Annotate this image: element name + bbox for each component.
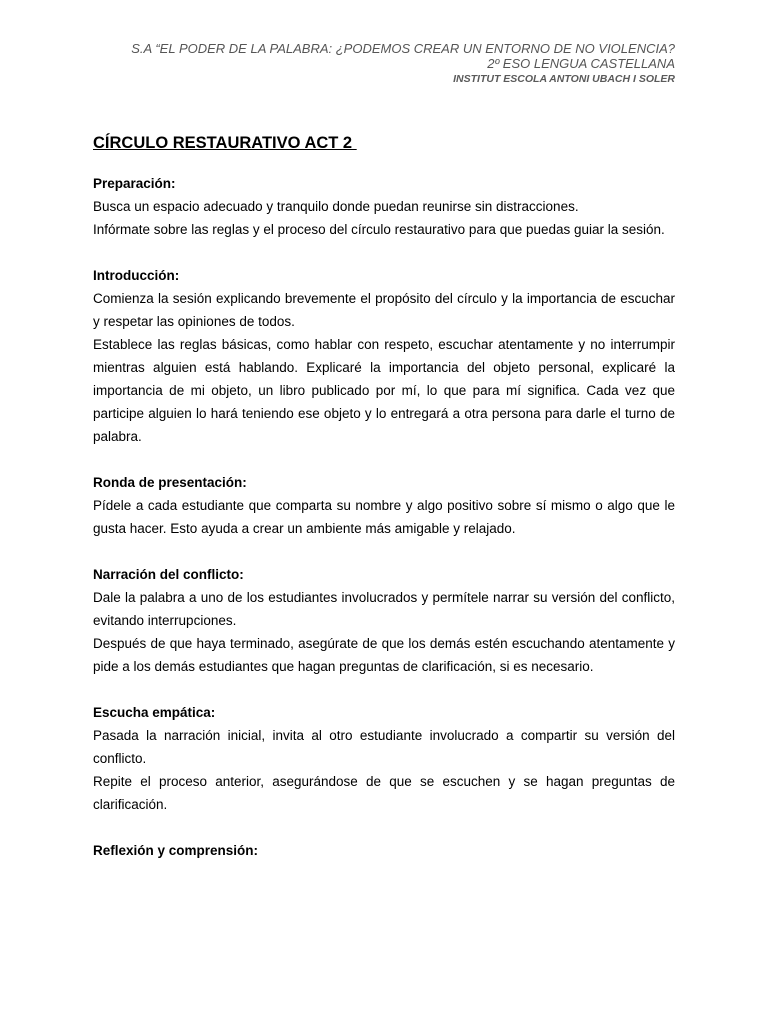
paragraph: Busca un espacio adecuado y tranquilo donde puedan reunirse sin distracciones. (93, 199, 579, 214)
section-heading: Reflexión y comprensión: (93, 843, 259, 858)
section-heading: Escucha empática: (93, 705, 216, 720)
header-course: 2º ESO LENGUA CASTELLANA (487, 56, 675, 71)
section-ronda-presentacion (93, 471, 675, 540)
section-heading: Ronda de presentación: (93, 475, 247, 490)
section-reflexion-comprension (93, 839, 675, 862)
paragraph: Repite el proceso anterior, asegurándose de que se escuchen y se hagan preguntas de clarificación. (93, 774, 675, 812)
header-unit-title: S.A “EL PODER DE LA PALABRA: ¿PODEMOS CREAR UN ENTORNO DE NO VIOLENCIA? (131, 41, 675, 56)
header-school: INSTITUT ESCOLA ANTONI UBACH I SOLER (453, 73, 675, 85)
section-heading: Narración del conflicto: (93, 567, 244, 582)
page-header (93, 41, 675, 87)
paragraph: Infórmate sobre las reglas y el proceso del círculo restaurativo para que puedas guiar la sesión. (93, 222, 665, 237)
paragraph: Después de que haya terminado, asegúrate de que los demás estén escuchando atentamente y pide a los demás estudiantes que hagan preguntas de clarificación, si es necesario. (93, 636, 675, 674)
paragraph: Pasada la narración inicial, invita al otro estudiante involucrado a compartir su versión del conflicto. (93, 728, 675, 766)
section-heading: Introducción: (93, 268, 180, 283)
paragraph: Dale la palabra a uno de los estudiantes involucrados y permítele narrar su versión del conflicto, evitando interrupciones. (93, 590, 675, 628)
paragraph: Establece las reglas básicas, como hablar con respeto, escuchar atentamente y no interrumpir mientras alguien está hablando. Explicaré la importancia del objeto personal, explicaré la importancia de mi objeto, un libro publicado por mí, lo que para mí significa. Cada vez que participe alguien lo hará teniendo ese objeto y lo entregará a otra persona para darle el turno de palabra. (93, 337, 675, 444)
section-preparacion (93, 172, 675, 241)
paragraph: Pídele a cada estudiante que comparta su nombre y algo positivo sobre sí mismo o algo que le gusta hacer. Esto ayuda a crear un ambiente más amigable y relajado. (93, 498, 675, 536)
section-heading: Preparación: (93, 176, 176, 191)
document-body (93, 172, 675, 885)
section-narracion-conflicto (93, 563, 675, 678)
document-title: CÍRCULO RESTAURATIVO ACT 2 (93, 134, 357, 152)
section-escucha-empatica (93, 701, 675, 816)
paragraph: Comienza la sesión explicando brevemente el propósito del círculo y la importancia de escuchar y respetar las opiniones de todos. (93, 291, 675, 329)
section-introduccion (93, 264, 675, 448)
